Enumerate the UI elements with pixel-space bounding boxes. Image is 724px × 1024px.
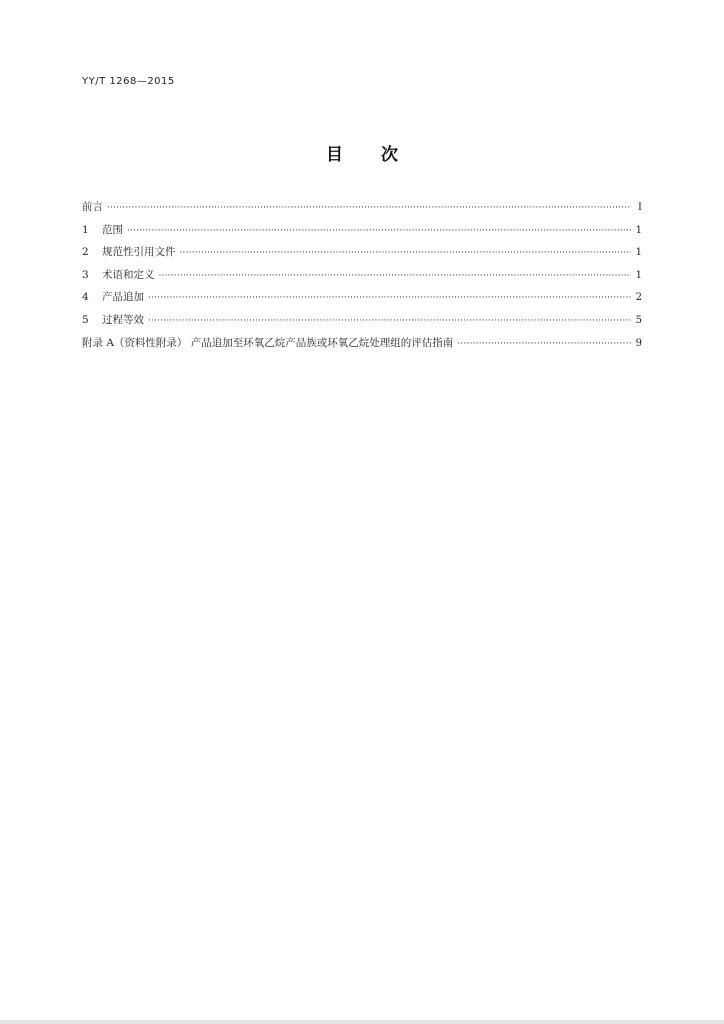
- toc-entry-page: 2: [635, 292, 642, 304]
- standard-code: YY/T 1268—2015: [82, 76, 175, 87]
- toc-entry-page: Ⅰ: [638, 202, 642, 213]
- toc-entry-foreword[interactable]: [82, 199, 642, 222]
- toc-entry-number: 5: [82, 313, 89, 326]
- toc-entry-page: 9: [635, 337, 642, 349]
- toc-entry-number: 3: [82, 268, 89, 281]
- page-bottom-edge: [0, 1020, 724, 1024]
- toc-entry-label: 规范性引用文件: [102, 246, 176, 259]
- toc-entry-page: 1: [635, 224, 642, 236]
- page-title: 目次: [326, 145, 436, 165]
- toc-leader-dots: [180, 248, 632, 258]
- toc-entry-page: 1: [635, 269, 642, 281]
- toc-entry-product-adoption[interactable]: [82, 289, 642, 312]
- toc-entry-terms-definitions[interactable]: [82, 267, 642, 290]
- toc-entry-label: 术语和定义: [102, 268, 155, 281]
- toc-entry-page: 1: [635, 247, 642, 259]
- toc-leader-dots: [457, 339, 631, 349]
- toc-entry-page: 5: [635, 314, 642, 326]
- toc-entry-annex-a[interactable]: [82, 335, 642, 358]
- toc-entry-label: 范围: [102, 223, 123, 236]
- toc-entry-label: 前言: [82, 201, 103, 213]
- table-of-contents: [82, 199, 642, 357]
- toc-leader-dots: [159, 271, 632, 281]
- toc-entry-label: 附录 A（资料性附录） 产品追加至环氧乙烷产品族或环氧乙烷处理组的评估指南: [82, 336, 454, 349]
- toc-leader-dots: [107, 203, 631, 213]
- toc-entry-number: 4: [82, 291, 89, 304]
- toc-entry-label: 过程等效: [102, 313, 144, 326]
- toc-leader-dots: [127, 226, 631, 236]
- toc-leader-dots: [148, 316, 631, 326]
- toc-entry-normative-references[interactable]: [82, 244, 642, 267]
- toc-entry-scope[interactable]: [82, 222, 642, 245]
- toc-leader-dots: [148, 293, 631, 303]
- toc-entry-process-equivalence[interactable]: [82, 312, 642, 335]
- toc-entry-number: 2: [82, 246, 89, 259]
- toc-entry-label: 产品追加: [102, 291, 144, 304]
- toc-entry-number: 1: [82, 223, 89, 236]
